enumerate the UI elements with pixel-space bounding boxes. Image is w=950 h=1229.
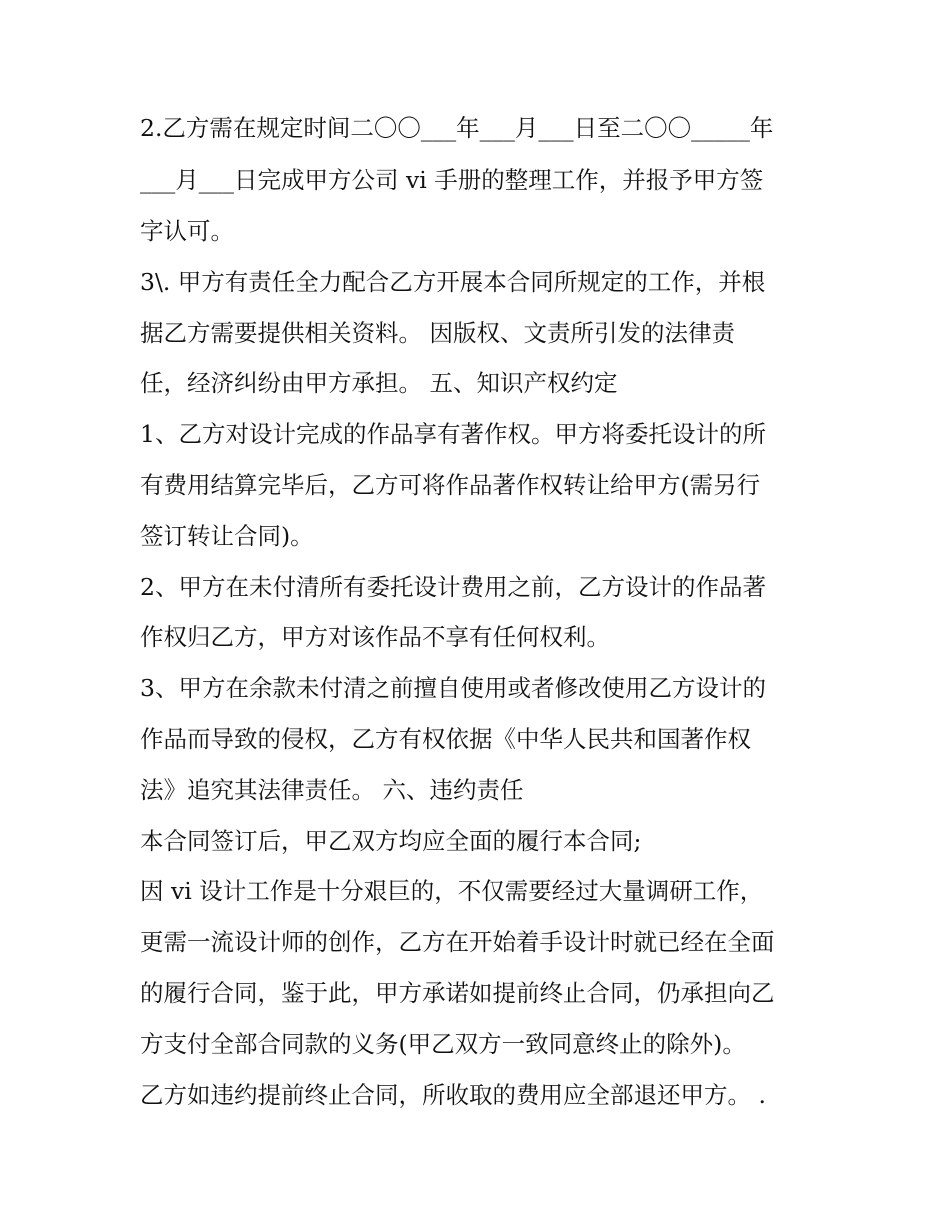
text-line: 方支付全部合同款的义务(甲乙双方一致同意终止的除外)。 (140, 1030, 746, 1058)
text-line: 2、甲方在未付清所有委托设计费用之前，乙方设计的作品著 (140, 573, 766, 601)
text-line: ___月___日完成甲方公司 vi 手册的整理工作，并报予甲方签 (140, 166, 764, 194)
text-line: 有费用结算完毕后，乙方可将作品著作权转让给甲方(需另行 (140, 471, 761, 499)
text-line: 签订转让合同)。 (140, 522, 314, 550)
text-line: 作品而导致的侵权，乙方有权依据《中华人民共和国著作权 (140, 725, 751, 753)
text-line: 3\. 甲方有责任全力配合乙方开展本合同所规定的工作，并根 (140, 268, 766, 296)
text-line: 法》追究其法律责任。 六、违约责任 (140, 776, 524, 804)
text-line: 3、甲方在余款未付清之前擅自使用或者修改使用乙方设计的 (140, 674, 766, 702)
text-line: 乙方如违约提前终止合同，所收取的费用应全部退还甲方。 . (140, 1081, 766, 1109)
text-line: 据乙方需要提供相关资料。 因版权、文责所引发的法律责 (140, 319, 735, 347)
text-line: 任，经济纠纷由甲方承担。 五、知识产权约定 (140, 369, 618, 397)
text-line: 字认可。 (140, 217, 234, 245)
text-line: 本合同签订后，甲乙双方均应全面的履行本合同; (140, 827, 642, 855)
text-line: 因 vi 设计工作是十分艰巨的，不仅需要经过大量调研工作， (140, 877, 764, 905)
text-line: 更需一流设计师的创作，乙方在开始着手设计时就已经在全面 (140, 928, 775, 956)
text-line: 作权归乙方，甲方对该作品不享有任何权利。 (140, 623, 610, 651)
text-line: 2.乙方需在规定时间二〇〇___年___月___日至二〇〇_____年 (140, 114, 774, 142)
text-line: 的履行合同，鉴于此，甲方承诺如提前终止合同，仍承担向乙 (140, 979, 775, 1007)
text-line: 1、乙方对设计完成的作品享有著作权。甲方将委托设计的所 (140, 420, 766, 448)
